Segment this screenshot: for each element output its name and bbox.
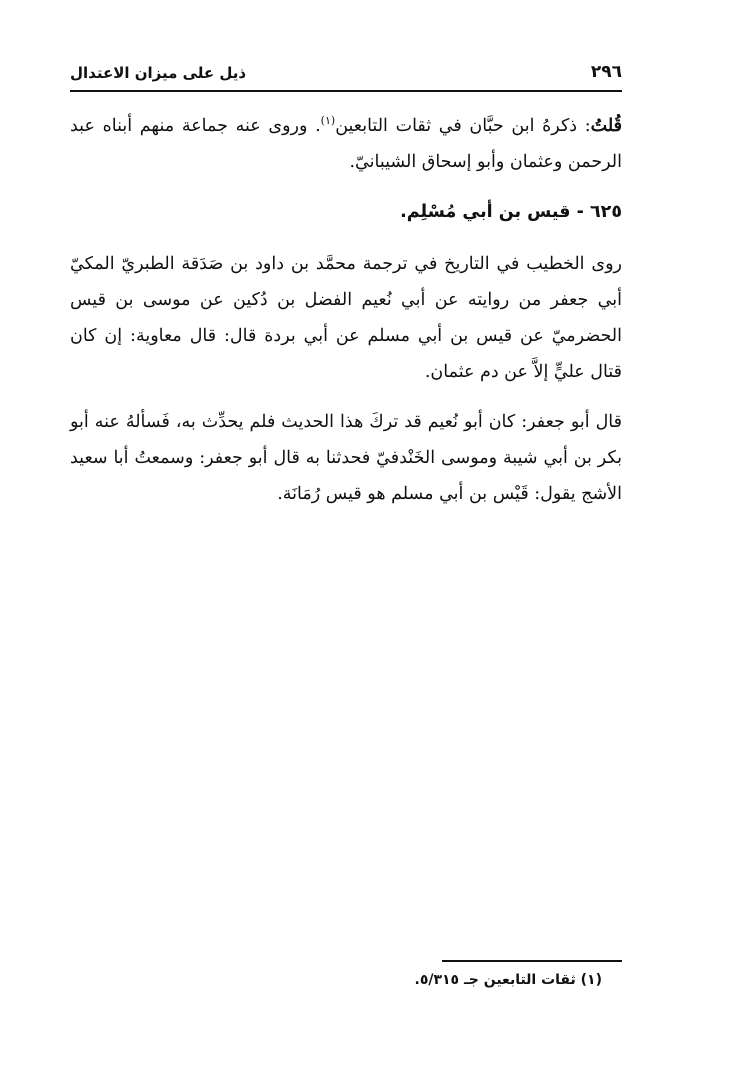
page-body [70,108,622,512]
paragraph-text-continued: . وروى عنه جماعة منهم أبناه عبد الرحمن وعثمان وأبو إسحاق الشيبانيّ. [70,116,622,172]
paragraph-text: : ذكرهُ ابن حبَّان في ثقات التابعين [335,116,591,136]
paragraph-1 [70,108,622,180]
entry-heading: ٦٢٥ - قيس بن أبي مُسْلِم. [400,202,622,222]
page-number: ٢٩٦ [590,62,622,82]
paragraph-2: روى الخطيب في التاريخ في ترجمة محمَّد بن داود بن صَدَقة الطبريّ المكيّ أبي جعفر من روايته عن أبي نُعيم الفضل بن دُكين عن موسى بن قيس الحضرميّ عن قيس بن أبي مسلم عن أبي بردة قال: قال معاوية: إن كان قتال عليٍّ إلاَّ عن دم عثمان. [70,254,622,382]
page-header [70,58,622,92]
running-title: ذيل على ميزان الاعتدال [70,64,247,82]
footnote: (١) ثقات التابعين جـ ٥/٣١٥. [414,972,602,988]
paragraph-lead: قُلتُ [590,116,622,136]
paragraph-3: قال أبو جعفر: كان أبو نُعيم قد تركَ هذا الحديث فلم يحدِّث به، فَسألهُ عنه أبو بكر بن أبي شيبة وموسى الخَنْدفيّ فحدثنا به قال أبو جعفر: وسمعتُ أبا سعيد الأشج يقول: قَيْس بن أبي مسلم هو قيس رُمَانَة. [70,412,622,504]
footnote-marker: (١) [320,114,336,128]
footnote-divider [442,960,622,962]
